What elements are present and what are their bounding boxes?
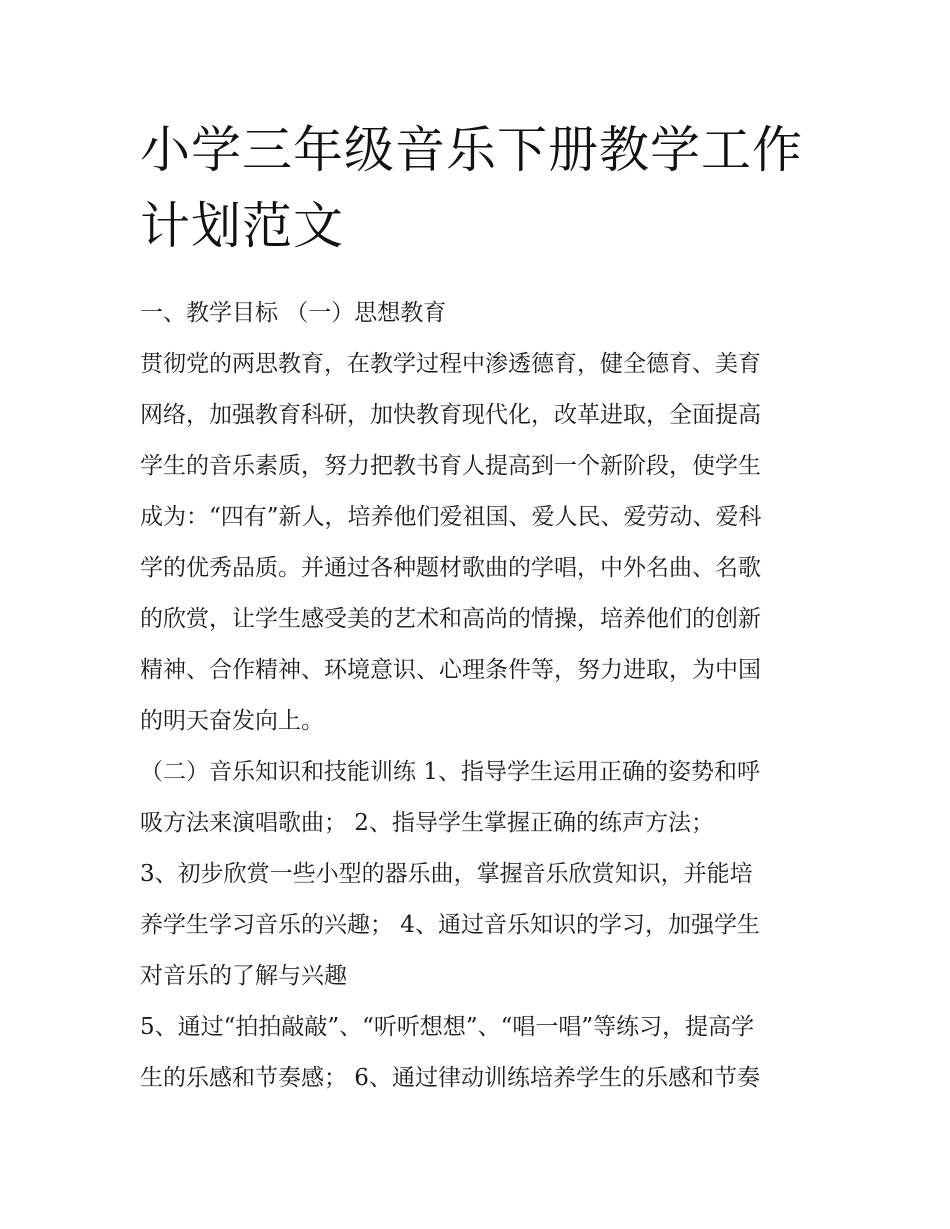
document-title — [140, 112, 812, 264]
paragraph-line: 生的乐感和节奏感； 6、通过律动训练培养学生的乐感和节奏 — [140, 1065, 760, 1091]
document-body — [140, 288, 812, 1104]
paragraph-line: 网络，加强教育科研，加快教育现代化，改革进取，全面提高 — [140, 402, 761, 428]
paragraph-line: 对音乐的了解与兴趣 — [140, 963, 347, 989]
section-heading-objectives: 一、教学目标 （一）思想教育 — [140, 300, 447, 326]
paragraph-line: 养学生学习音乐的兴趣； 4、通过音乐知识的学习，加强学生 — [140, 912, 760, 938]
paragraph-line: 贯彻党的两思教育，在教学过程中渗透德育，健全德育、美育 — [140, 351, 761, 377]
paragraph-line: 的欣赏，让学生感受美的艺术和高尚的情操，培养他们的创新 — [140, 606, 761, 632]
paragraph-line: 学生的音乐素质，努力把教书育人提高到一个新阶段，使学生 — [140, 453, 761, 479]
paragraph-line: 精神、合作精神、环境意识、心理条件等，努力进取，为中国 — [140, 657, 761, 683]
paragraph-line: 5、通过“拍拍敲敲”、“听听想想”、“唱一唱”等练习，提高学 — [140, 1014, 755, 1040]
section-heading-skills: （二）音乐知识和技能训练 1、指导学生运用正确的姿势和呼 — [140, 759, 760, 785]
document-content — [140, 112, 812, 1104]
paragraph-line: 吸方法来演唱歌曲； 2、指导学生掌握正确的练声方法； — [140, 810, 714, 836]
paragraph-line: 3、初步欣赏一些小型的器乐曲，掌握音乐欣赏知识，并能培 — [140, 861, 753, 887]
title-line: 计划范文 — [140, 197, 344, 255]
paragraph-line: 的明天奋发向上。 — [140, 708, 324, 734]
title-line: 小学三年级音乐下册教学工作 — [140, 121, 803, 179]
paragraph-line: 学的优秀品质。并通过各种题材歌曲的学唱，中外名曲、名歌 — [140, 555, 761, 581]
paragraph-line: 成为：“四有”新人，培养他们爱祖国、爱人民、爱劳动、爱科 — [140, 504, 762, 530]
